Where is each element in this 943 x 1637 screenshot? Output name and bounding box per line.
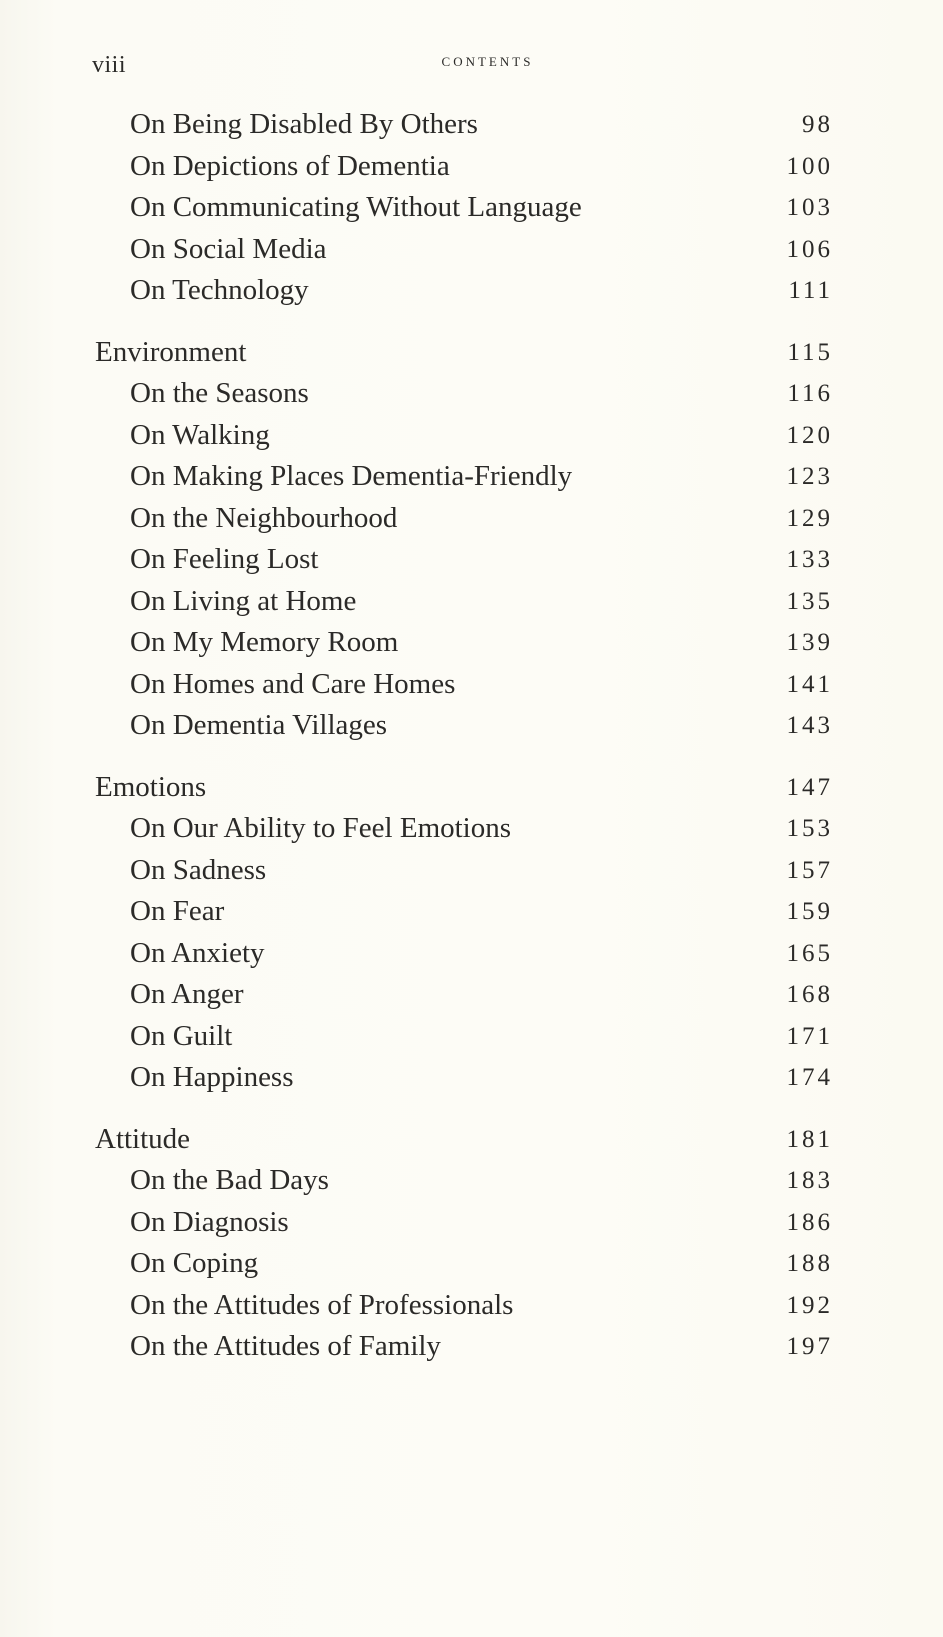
- running-head: [92, 48, 843, 78]
- toc-entry-page-number: 106: [786, 235, 833, 263]
- toc-section-heading: [0, 767, 943, 809]
- toc-entry-page-number: 192: [786, 1291, 833, 1319]
- toc-section: [0, 1119, 943, 1368]
- toc-entry: [0, 1285, 943, 1327]
- toc-entry: [0, 229, 943, 271]
- toc-entry-page-number: 129: [786, 504, 833, 532]
- toc-entry-title: On Anger: [130, 978, 244, 1010]
- toc-entry-title: On the Bad Days: [130, 1164, 329, 1196]
- toc-entry: [0, 581, 943, 623]
- toc-entry-page-number: 139: [786, 629, 833, 656]
- toc-entry: [0, 1202, 943, 1244]
- toc-heading-title: Attitude: [95, 1122, 191, 1155]
- toc-entry-title: On Walking: [130, 418, 270, 451]
- toc-entry: [0, 1326, 943, 1368]
- toc-entry-title: On Feeling Lost: [130, 543, 319, 575]
- toc-entry-title: On the Seasons: [130, 377, 309, 409]
- toc-entry-page-number: 183: [786, 1167, 833, 1194]
- toc-entry-page-number: 165: [786, 939, 833, 967]
- toc-entry-page-number: 159: [786, 898, 833, 925]
- toc-entry: [0, 373, 943, 415]
- toc-section-heading: [0, 332, 943, 374]
- toc-entry-title: On Technology: [130, 274, 309, 306]
- toc-entry-title: On Living at Home: [130, 584, 357, 617]
- toc-entry-title: On Happiness: [130, 1061, 294, 1093]
- toc-entry: [0, 705, 943, 747]
- toc-entry-title: On Anxiety: [130, 936, 265, 969]
- toc-entry: [0, 974, 943, 1016]
- toc-entry-title: On Guilt: [130, 1019, 233, 1052]
- toc-entry-page-number: 153: [786, 815, 833, 842]
- toc-heading-page-number: 181: [786, 1125, 833, 1153]
- toc-entry-title: On the Attitudes of Professionals: [130, 1288, 514, 1321]
- toc-entry-title: On My Memory Room: [130, 626, 399, 658]
- toc-entry-page-number: 197: [786, 1333, 833, 1360]
- toc-entry-title: On Making Places Dementia-Friendly: [130, 460, 573, 492]
- toc-entry-page-number: 143: [786, 712, 833, 739]
- toc-entry-page-number: 168: [786, 981, 833, 1008]
- toc-entry-page-number: 186: [786, 1208, 833, 1236]
- toc-entry-title: On Social Media: [130, 232, 327, 265]
- toc-entry-page-number: 98: [802, 111, 833, 138]
- toc-entry-title: On the Neighbourhood: [130, 501, 398, 534]
- toc-entry-title: On Coping: [130, 1247, 259, 1279]
- toc-entry-page-number: 135: [786, 587, 833, 615]
- toc-entry-title: On the Attitudes of Family: [130, 1330, 441, 1362]
- toc-heading-page-number: 147: [786, 773, 833, 801]
- toc-section: [0, 767, 943, 1099]
- toc-entry: [0, 104, 943, 146]
- toc-entry: [0, 539, 943, 581]
- toc-entry-title: On Depictions of Dementia: [130, 149, 450, 182]
- running-head-title: contents: [441, 50, 534, 70]
- toc-entry-title: On Diagnosis: [130, 1205, 289, 1238]
- toc-entry-page-number: 116: [787, 380, 833, 407]
- toc-entry-page-number: 141: [786, 670, 833, 698]
- toc-entry-page-number: 133: [786, 546, 833, 573]
- toc-entry: [0, 1160, 943, 1202]
- toc-entry: [0, 1016, 943, 1058]
- toc-entry: [0, 270, 943, 312]
- toc-heading-page-number: 115: [787, 338, 833, 366]
- toc-entry-page-number: 100: [786, 152, 833, 180]
- toc-entry-title: On Our Ability to Feel Emotions: [130, 812, 512, 844]
- toc-section: [0, 332, 943, 747]
- toc-entry: [0, 664, 943, 706]
- toc-entry: [0, 146, 943, 188]
- toc-entry: [0, 498, 943, 540]
- toc-entry: [0, 933, 943, 975]
- page-folio: viii: [92, 52, 127, 78]
- toc-entry: [0, 622, 943, 664]
- toc-section-heading: [0, 1119, 943, 1161]
- toc-entry-page-number: 111: [788, 277, 833, 304]
- toc-entry-page-number: 188: [786, 1250, 833, 1277]
- toc-entry-page-number: 123: [786, 463, 833, 490]
- table-of-contents: [0, 104, 943, 1388]
- toc-entry-title: On Fear: [130, 895, 225, 927]
- toc-entry-page-number: 171: [786, 1022, 833, 1050]
- toc-entry-title: On Communicating Without Language: [130, 191, 582, 223]
- toc-entry-page-number: 103: [786, 194, 833, 221]
- toc-entry-page-number: 157: [786, 856, 833, 884]
- toc-entry: [0, 1057, 943, 1099]
- toc-entry: [0, 415, 943, 457]
- toc-heading-title: Environment: [95, 335, 247, 368]
- toc-entry-title: On Sadness: [130, 853, 267, 886]
- toc-entry: [0, 808, 943, 850]
- toc-entry: [0, 850, 943, 892]
- toc-entry-title: On Being Disabled By Others: [130, 108, 478, 140]
- toc-entry-page-number: 120: [786, 421, 833, 449]
- toc-entry-page-number: 174: [786, 1064, 833, 1091]
- toc-entry: [0, 891, 943, 933]
- toc-entry: [0, 456, 943, 498]
- toc-entry: [0, 1243, 943, 1285]
- toc-section: [0, 104, 943, 312]
- toc-entry-title: On Dementia Villages: [130, 709, 388, 741]
- toc-heading-title: Emotions: [95, 770, 207, 803]
- toc-entry-title: On Homes and Care Homes: [130, 667, 456, 700]
- toc-entry: [0, 187, 943, 229]
